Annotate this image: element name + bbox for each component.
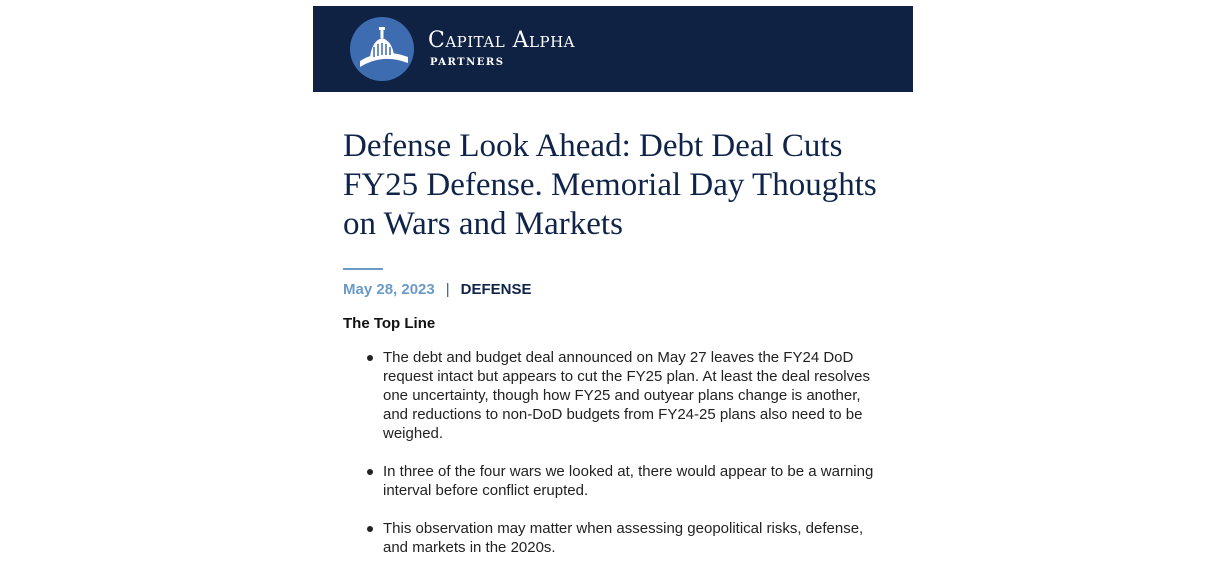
brand-subtitle: PARTNERS [430, 57, 505, 68]
article-date: May 28, 2023 [343, 281, 435, 298]
article-category[interactable]: DEFENSE [460, 281, 532, 298]
article-meta [343, 280, 913, 300]
top-line-list [383, 348, 888, 557]
capitol-dome-icon [350, 17, 414, 81]
article-title: Defense Look Ahead: Debt Deal Cuts FY25 Defense. Memorial Day Thoughts on Wars and Markets [343, 128, 877, 242]
list-item: The debt and budget deal announced on May 27 leaves the FY24 DoD request intact but appears to cut the FY25 plan. At least the deal resolves one uncertainty, though how FY25 and outyear plans change is another, and reductions to non-DoD budgets from FY24-25 plans also need to be weighed. [383, 348, 888, 443]
section-heading: The Top Line [343, 315, 436, 332]
list-item: This observation may matter when assessing geopolitical risks, defense, and markets in the 2020s. [383, 519, 888, 557]
meta-separator: | [445, 281, 450, 298]
list-item: In three of the four wars we looked at, there would appear to be a warning interval before conflict erupted. [383, 462, 888, 500]
header-banner [313, 6, 913, 92]
newsletter-page [313, 6, 913, 576]
brand-name: Capital Alpha [428, 28, 576, 53]
title-divider [343, 268, 383, 270]
